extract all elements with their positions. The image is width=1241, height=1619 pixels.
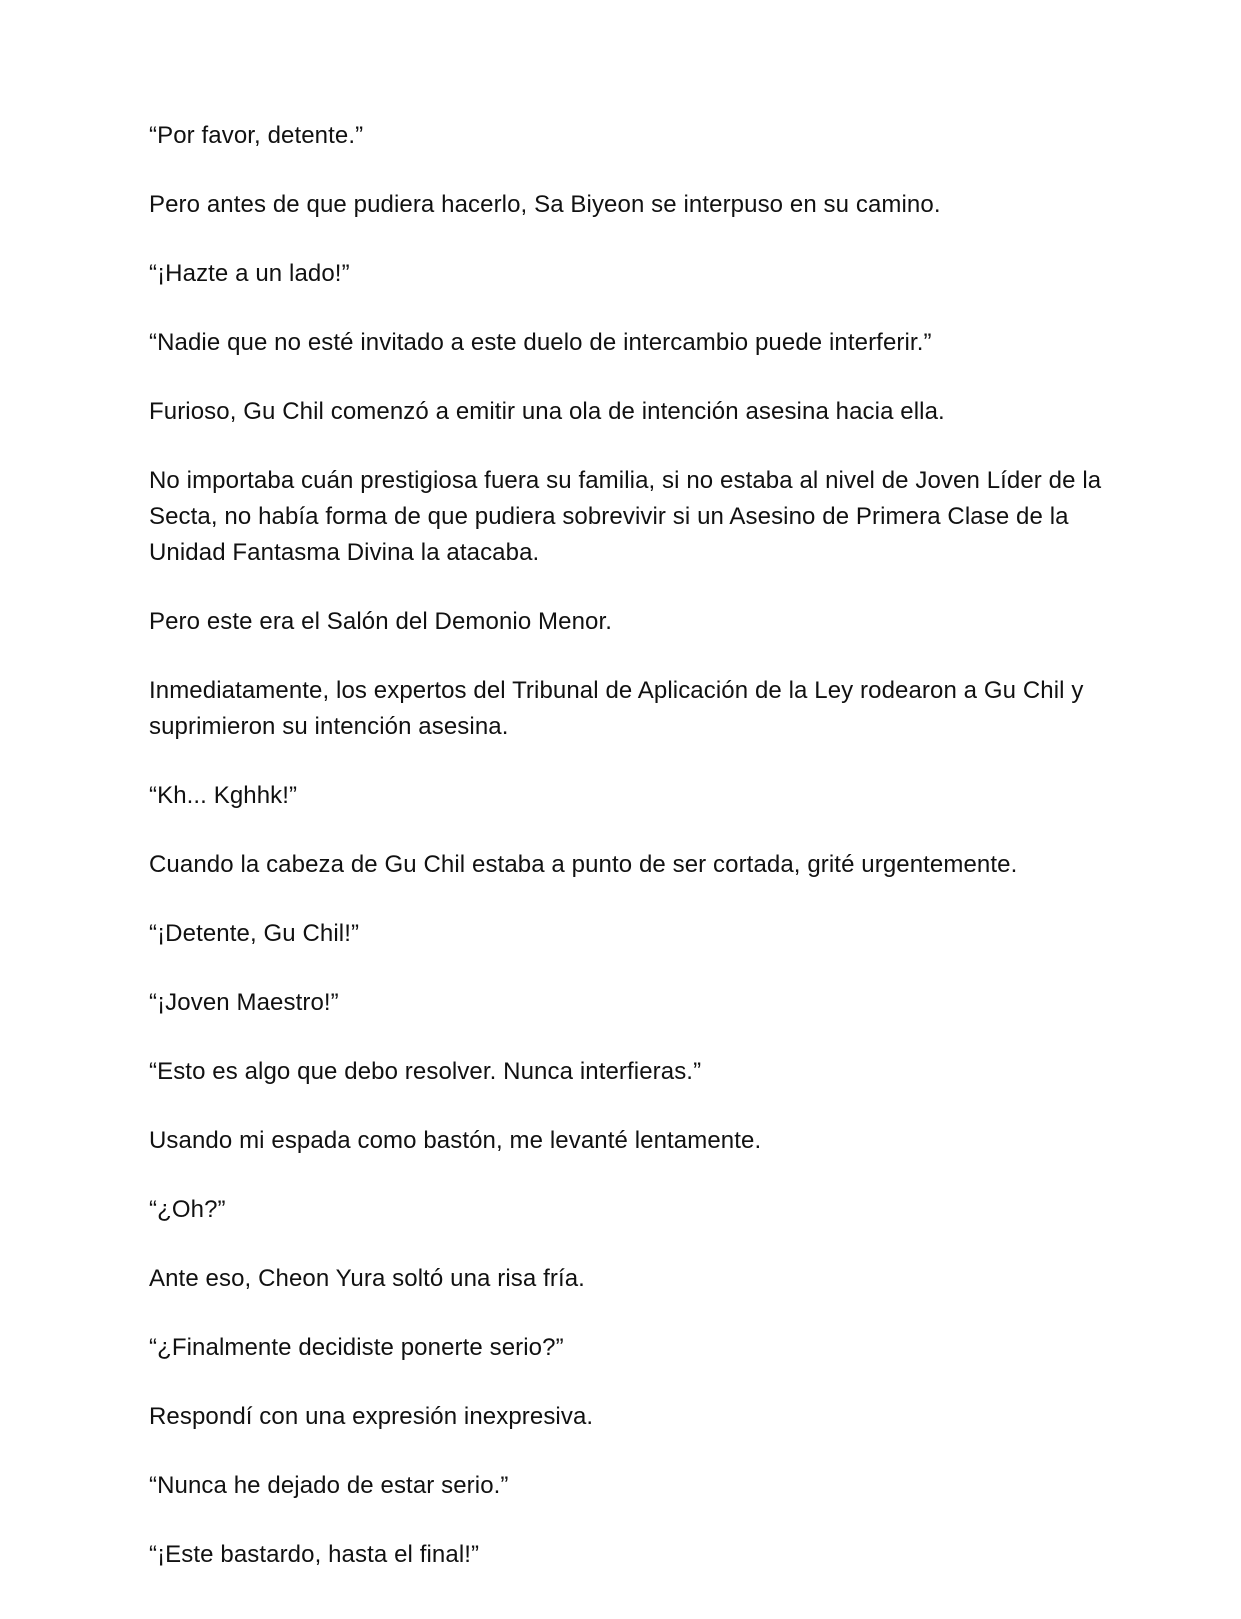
paragraph: “Por favor, detente.” [149,122,364,149]
paragraph: Furioso, Gu Chil comenzó a emitir una ola de intención asesina hacia ella. [149,398,945,425]
paragraph: Inmediatamente, los expertos del Tribunal de Aplicación de la Ley rodearon a Gu Chil y suprimieron su intención asesina. [149,677,1084,740]
paragraph: “Esto es algo que debo resolver. Nunca interfieras.” [149,1058,702,1085]
paragraph: Usando mi espada como bastón, me levanté lentamente. [149,1127,762,1154]
paragraph: “Kh... Kghhk!” [149,782,298,809]
paragraph: Respondí con una expresión inexpresiva. [149,1403,594,1430]
paragraph: Cuando la cabeza de Gu Chil estaba a punto de ser cortada, grité urgentemente. [149,851,1018,878]
paragraph: Pero este era el Salón del Demonio Menor. [149,608,613,635]
paragraph: “Nadie que no esté invitado a este duelo de intercambio puede interferir.” [149,329,932,356]
paragraph: “¡Joven Maestro!” [149,989,339,1016]
paragraph: “¡Hazte a un lado!” [149,260,350,287]
paragraph: Ante eso, Cheon Yura soltó una risa fría. [149,1265,585,1292]
paragraph: “¡Detente, Gu Chil!” [149,920,360,947]
paragraph: No importaba cuán prestigiosa fuera su familia, si no estaba al nivel de Joven Líder de la Secta, no había forma de que pudiera sobrevivir si un Asesino de Primera Clase de la Unidad Fantasma Divina la atacaba. [149,467,1102,566]
paragraph: “¡Este bastardo, hasta el final!” [149,1541,480,1568]
document-body [149,118,1139,1606]
paragraph: Pero antes de que pudiera hacerlo, Sa Biyeon se interpuso en su camino. [149,191,941,218]
paragraph: “Nunca he dejado de estar serio.” [149,1472,509,1499]
paragraph: “¿Oh?” [149,1196,226,1223]
paragraph: “¿Finalmente decidiste ponerte serio?” [149,1334,564,1361]
